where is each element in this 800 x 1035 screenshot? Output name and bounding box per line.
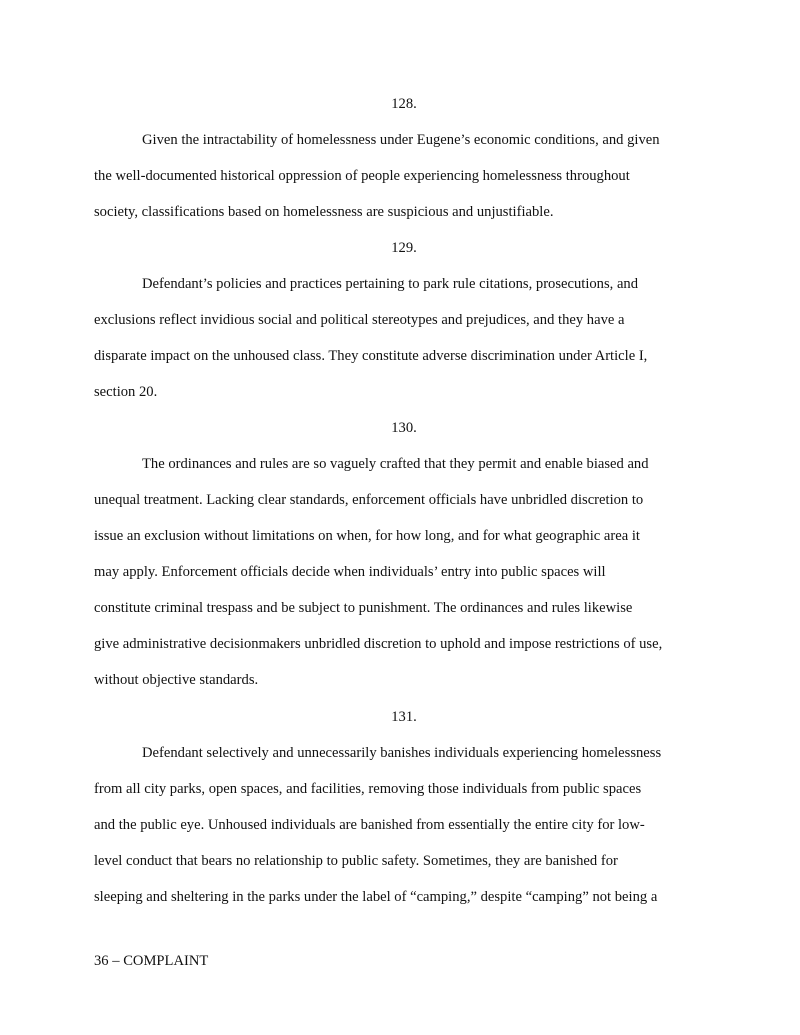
paragraph-number: 129. [391, 240, 417, 256]
paragraph-line: from all city parks, open spaces, and facilities, removing those individuals from public spaces [94, 781, 642, 797]
paragraph-line: issue an exclusion without limitations on when, for how long, and for what geographic area it [94, 528, 640, 544]
paragraph-number: 128. [391, 96, 417, 112]
paragraph-line: Defendant selectively and unnecessarily banishes individuals experiencing homelessness [142, 745, 662, 761]
paragraph-line: unequal treatment. Lacking clear standards, enforcement officials have unbridled discretion to [94, 492, 644, 508]
paragraph-line: constitute criminal trespass and be subject to punishment. The ordinances and rules likewise [94, 600, 633, 616]
paragraph-line: Defendant’s policies and practices pertaining to park rule citations, prosecutions, and [142, 276, 639, 292]
page-footer: 36 – COMPLAINT [94, 953, 209, 969]
paragraph-line: without objective standards. [94, 672, 259, 688]
paragraph-line: level conduct that bears no relationship to public safety. Sometimes, they are banished for [94, 853, 618, 869]
paragraph-line: The ordinances and rules are so vaguely crafted that they permit and enable biased and [142, 456, 649, 472]
paragraph-line: society, classifications based on homelessness are suspicious and unjustifiable. [94, 204, 554, 220]
paragraph-line: Given the intractability of homelessness under Eugene’s economic conditions, and given [142, 132, 660, 148]
paragraph-line: disparate impact on the unhoused class. They constitute adverse discrimination under Article I, [94, 348, 648, 364]
paragraph-line: the well-documented historical oppression of people experiencing homelessness throughout [94, 168, 630, 184]
paragraph-line: exclusions reflect invidious social and political stereotypes and prejudices, and they have a [94, 312, 625, 328]
paragraph-line: section 20. [94, 384, 158, 400]
paragraph-line: may apply. Enforcement officials decide when individuals’ entry into public spaces will [94, 564, 606, 580]
paragraph-line: sleeping and sheltering in the parks under the label of “camping,” despite “camping” not being a [94, 889, 658, 905]
paragraph-line: and the public eye. Unhoused individuals are banished from essentially the entire city for low- [94, 817, 645, 833]
paragraph-number: 131. [391, 709, 417, 725]
paragraph-line: give administrative decisionmakers unbridled discretion to uphold and impose restrictions of use, [94, 636, 663, 652]
paragraph-number: 130. [391, 420, 417, 436]
